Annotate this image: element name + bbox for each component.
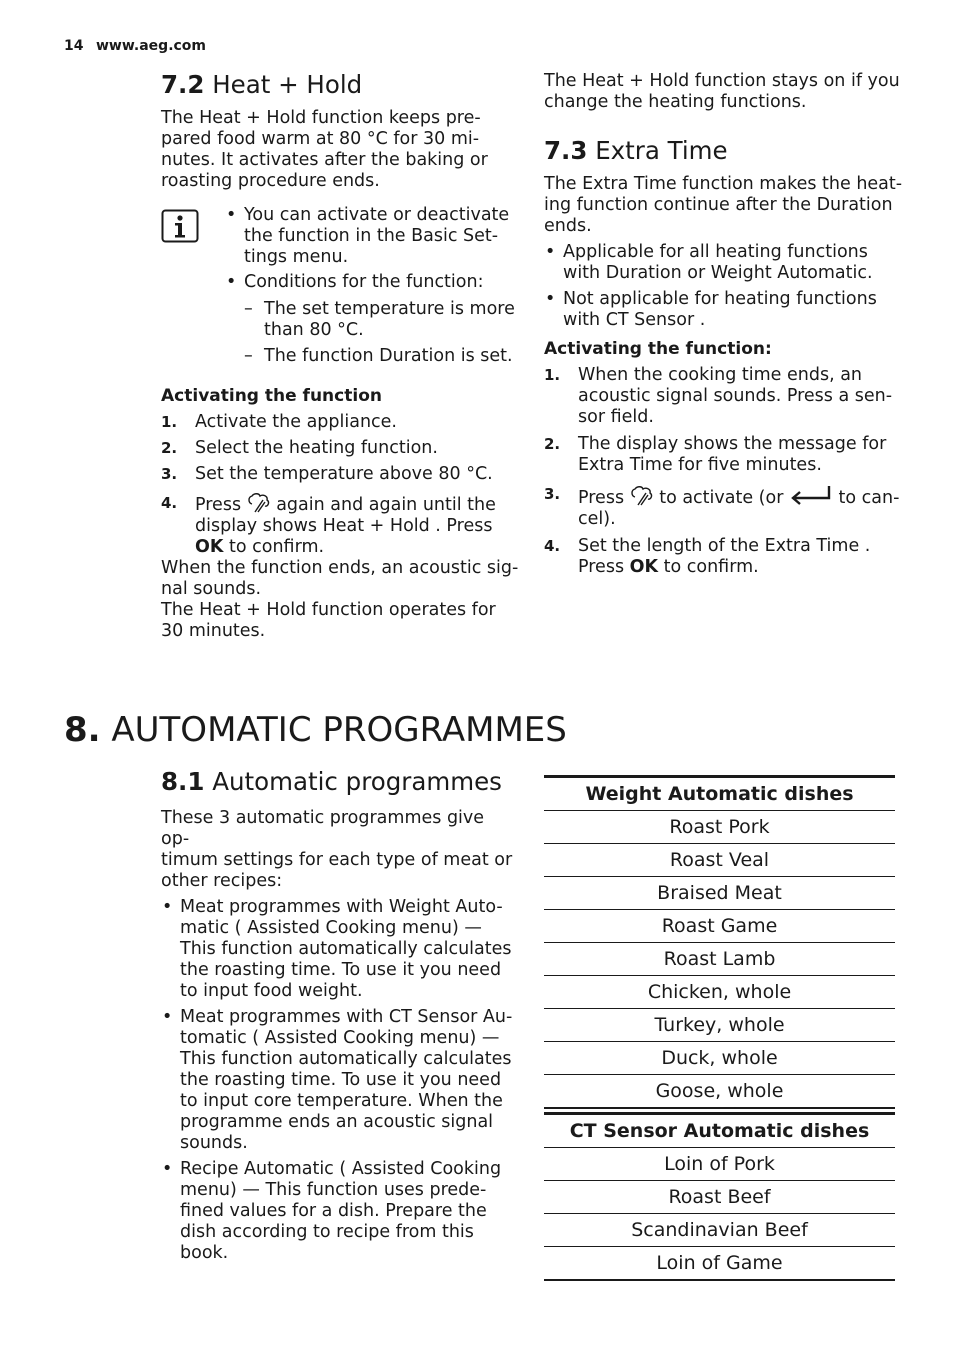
- chapter-8-title: 8. AUTOMATIC PROGRAMMES: [64, 710, 567, 750]
- activating-heading-7-2: Activating the function: [161, 386, 382, 406]
- list-item: • Recipe Automatic ( Assisted Cooking menu) — This function uses prede- fined values for a dish. Prepare the dish according to recipe from this book.: [161, 1159, 516, 1264]
- table-cell: Loin of Pork: [544, 1148, 895, 1181]
- section-7-2-heading: 7.2 Heat + Hold: [161, 70, 363, 99]
- website-url[interactable]: www.aeg.com: [96, 38, 207, 54]
- table-row: [544, 1181, 895, 1214]
- conditions-list: [244, 299, 515, 367]
- list-item: 3. Set the temperature above 80 °C.: [161, 464, 493, 484]
- list-item: 1. When the cooking time ends, an acoustic signal sounds. Press a sen- sor field.: [544, 365, 893, 427]
- list-item: 3. Press to activate (or to can- cel).: [544, 485, 900, 529]
- back-arrow-icon: [789, 484, 833, 506]
- table-cell: Roast Pork: [544, 811, 895, 844]
- steps-7-3: [544, 365, 904, 578]
- section-8-1-intro: These 3 automatic programmes give op- timum settings for each type of meat or other recipes:: [161, 808, 513, 891]
- options-icon: [247, 493, 271, 513]
- section-7-3-bullets: [544, 242, 904, 331]
- section-8-1-bullets: [161, 897, 516, 1264]
- table-cell: Chicken, whole: [544, 976, 895, 1009]
- section-8-1-heading: 8.1 Automatic programmes: [161, 767, 502, 796]
- table-row: [544, 1214, 895, 1247]
- list-item: • Meat programmes with Weight Auto- matic ( Assisted Cooking menu) — This function automatically calculates the roasting time. To use it you need to input food weight.: [161, 897, 516, 1002]
- activating-heading-7-3: Activating the function:: [544, 339, 772, 359]
- table-cell: Goose, whole: [544, 1075, 895, 1109]
- page-number: 14: [64, 38, 84, 54]
- list-item: • Meat programmes with CT Sensor Au- tomatic ( Assisted Cooking menu) — This function automatically calculates the roasting time. To use it you need to input core temperature. When the programme ends an acoustic signal sounds.: [161, 1007, 516, 1154]
- table-row: [544, 1148, 895, 1181]
- list-item: 4. Set the length of the Extra Time . Press OK to confirm.: [544, 536, 871, 577]
- table-cell: Duck, whole: [544, 1042, 895, 1075]
- list-item: • Applicable for all heating functions with Duration or Weight Automatic.: [544, 242, 904, 284]
- steps-7-2: [161, 412, 521, 558]
- table-header: CT Sensor Automatic dishes: [544, 1114, 895, 1148]
- section-7-2: [161, 70, 521, 642]
- table-header: Weight Automatic dishes: [544, 777, 895, 811]
- table-row: [544, 1042, 895, 1075]
- table-row: [544, 1075, 895, 1109]
- section-8-1: [161, 767, 516, 1264]
- table-row: [544, 1009, 895, 1042]
- right-column: [544, 71, 904, 578]
- ct-sensor-automatic-table: [544, 1112, 895, 1281]
- table-row: [544, 811, 895, 844]
- list-item: 1. Activate the appliance.: [161, 412, 397, 432]
- table-row: [544, 943, 895, 976]
- table-row: [544, 877, 895, 910]
- list-item: • Not applicable for heating functions with CT Sensor .: [544, 289, 904, 331]
- section-7-3-heading: 7.3 Extra Time: [544, 136, 728, 165]
- table-cell: Roast Game: [544, 910, 895, 943]
- list-item: • You can activate or deactivate the function in the Basic Set- tings menu.: [225, 205, 515, 268]
- section-7-3-intro: The Extra Time function makes the heat- ing function continue after the Duration ends.: [544, 174, 903, 236]
- table-row: [544, 910, 895, 943]
- table-row: [544, 976, 895, 1009]
- list-item: 2. The display shows the message for Extra Time for five minutes.: [544, 434, 887, 475]
- list-item: – The set temperature is more than 80 °C.: [244, 299, 515, 341]
- list-item: 2. Select the heating function.: [161, 438, 438, 458]
- list-item: – The function Duration is set.: [244, 346, 515, 367]
- info-icon: [161, 209, 199, 243]
- info-box: [161, 205, 521, 375]
- section-7-2-intro: The Heat + Hold function keeps pre- pared food warm at 80 °C for 30 mi- nutes. It activates after the baking or roasting procedure ends.: [161, 108, 488, 191]
- options-icon: [630, 486, 654, 506]
- heat-hold-note: The Heat + Hold function stays on if you change the heating functions.: [544, 71, 900, 112]
- table-row: [544, 844, 895, 877]
- weight-automatic-table: [544, 775, 895, 1109]
- table-cell: Braised Meat: [544, 877, 895, 910]
- table-cell: Scandinavian Beef: [544, 1214, 895, 1247]
- table-cell: Turkey, whole: [544, 1009, 895, 1042]
- list-item: • Conditions for the function: – The set temperature is more than 80 °C. – The function Duration is set.: [225, 272, 515, 367]
- table-cell: Roast Veal: [544, 844, 895, 877]
- table-row: [544, 1247, 895, 1281]
- table-cell: Roast Beef: [544, 1181, 895, 1214]
- table-cell: Loin of Game: [544, 1247, 895, 1281]
- table-cell: Roast Lamb: [544, 943, 895, 976]
- info-bullets: [225, 205, 515, 367]
- list-item: 4. Press again and again until the display shows Heat + Hold . Press OK to confirm.: [161, 494, 496, 557]
- section-7-2-outro: When the function ends, an acoustic sig- nal sounds. The Heat + Hold function operates for 30 minutes.: [161, 558, 519, 641]
